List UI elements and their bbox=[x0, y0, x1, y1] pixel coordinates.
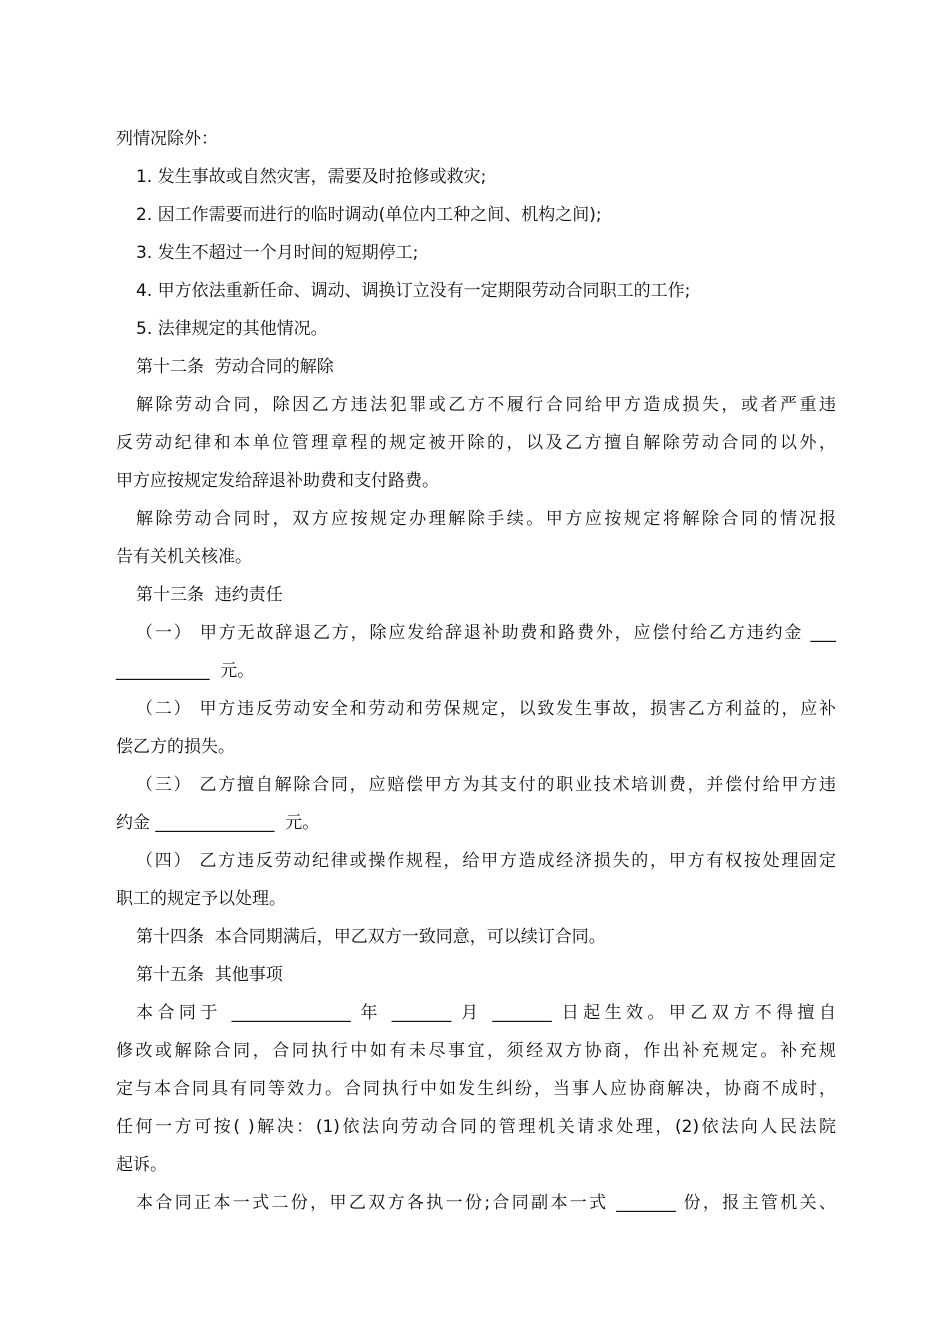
text-line: 解除劳动合同，除因乙方违法犯罪或乙方不履行合同给甲方造成损失，或者严重违 bbox=[136, 395, 836, 415]
text-line: 约金 ______________ 元。 bbox=[116, 813, 320, 833]
text-line: 起诉。 bbox=[116, 1155, 167, 1175]
list-item: 1. 发生事故或自然灾害，需要及时抢修或救灾; bbox=[136, 167, 487, 187]
list-item: 4. 甲方依法重新任命、调动、调换订立没有一定期限劳动合同职工的工作; bbox=[136, 281, 691, 301]
text-line: （四） 乙方违反劳动纪律或操作规程，给甲方造成经济损失的，甲方有权按处理固定 bbox=[136, 851, 836, 871]
text-line: 偿乙方的损失。 bbox=[116, 737, 235, 757]
text-line: ___________ 元。 bbox=[116, 661, 255, 681]
list-item: 2. 因工作需要而进行的临时调动(单位内工种之间、机构之间); bbox=[136, 205, 602, 225]
section-heading: 第十二条 劳动合同的解除 bbox=[136, 357, 334, 377]
text-line: 任何一方可按( )解决：(1)依法向劳动合同的管理机关请求处理，(2)依法向人民法院 bbox=[116, 1117, 836, 1137]
document-body bbox=[116, 120, 836, 1222]
text-line: 解除劳动合同时，双方应按规定办理解除手续。甲方应按规定将解除合同的情况报 bbox=[136, 509, 836, 529]
text-line: 甲方应按规定发给辞退补助费和支付路费。 bbox=[116, 471, 439, 491]
text-line: 告有关机关核准。 bbox=[116, 547, 252, 567]
section-heading: 第十三条 违约责任 bbox=[136, 585, 283, 605]
text-line: 本合同正本一式二份，甲乙双方各执一份;合同副本一式 _______ 份，报主管机关、 bbox=[136, 1193, 836, 1213]
text-line: （二） 甲方违反劳动安全和劳动和劳保规定，以致发生事故，损害乙方利益的，应补 bbox=[136, 699, 836, 719]
text-line: 职工的规定予以处理。 bbox=[116, 889, 286, 909]
text-line: （一） 甲方无故辞退乙方，除应发给辞退补助费和路费外，应偿付给乙方违约金 ___ bbox=[136, 623, 836, 643]
text-line: 本合同于 ______________ 年 _______ 月 _______ 日起生效。甲乙双方不得擅自 bbox=[136, 1003, 836, 1023]
text-line: 定与本合同具有同等效力。合同执行中如发生纠纷，当事人应协商解决，协商不成时， bbox=[116, 1079, 836, 1099]
list-item: 5. 法律规定的其他情况。 bbox=[136, 319, 328, 339]
text-line: 反劳动纪律和本单位管理章程的规定被开除的，以及乙方擅自解除劳动合同的以外， bbox=[116, 433, 836, 453]
list-item: 3. 发生不超过一个月时间的短期停工; bbox=[136, 243, 419, 263]
section-heading: 第十五条 其他事项 bbox=[136, 965, 283, 985]
section-heading: 第十四条 本合同期满后，甲乙双方一致同意，可以续订合同。 bbox=[136, 927, 606, 947]
text-line: 列情况除外： bbox=[116, 129, 218, 149]
text-line: 修改或解除合同，合同执行中如有未尽事宜，须经双方协商，作出补充规定。补充规 bbox=[116, 1041, 836, 1061]
text-line: （三） 乙方擅自解除合同，应赔偿甲方为其支付的职业技术培训费，并偿付给甲方违 bbox=[136, 775, 836, 795]
